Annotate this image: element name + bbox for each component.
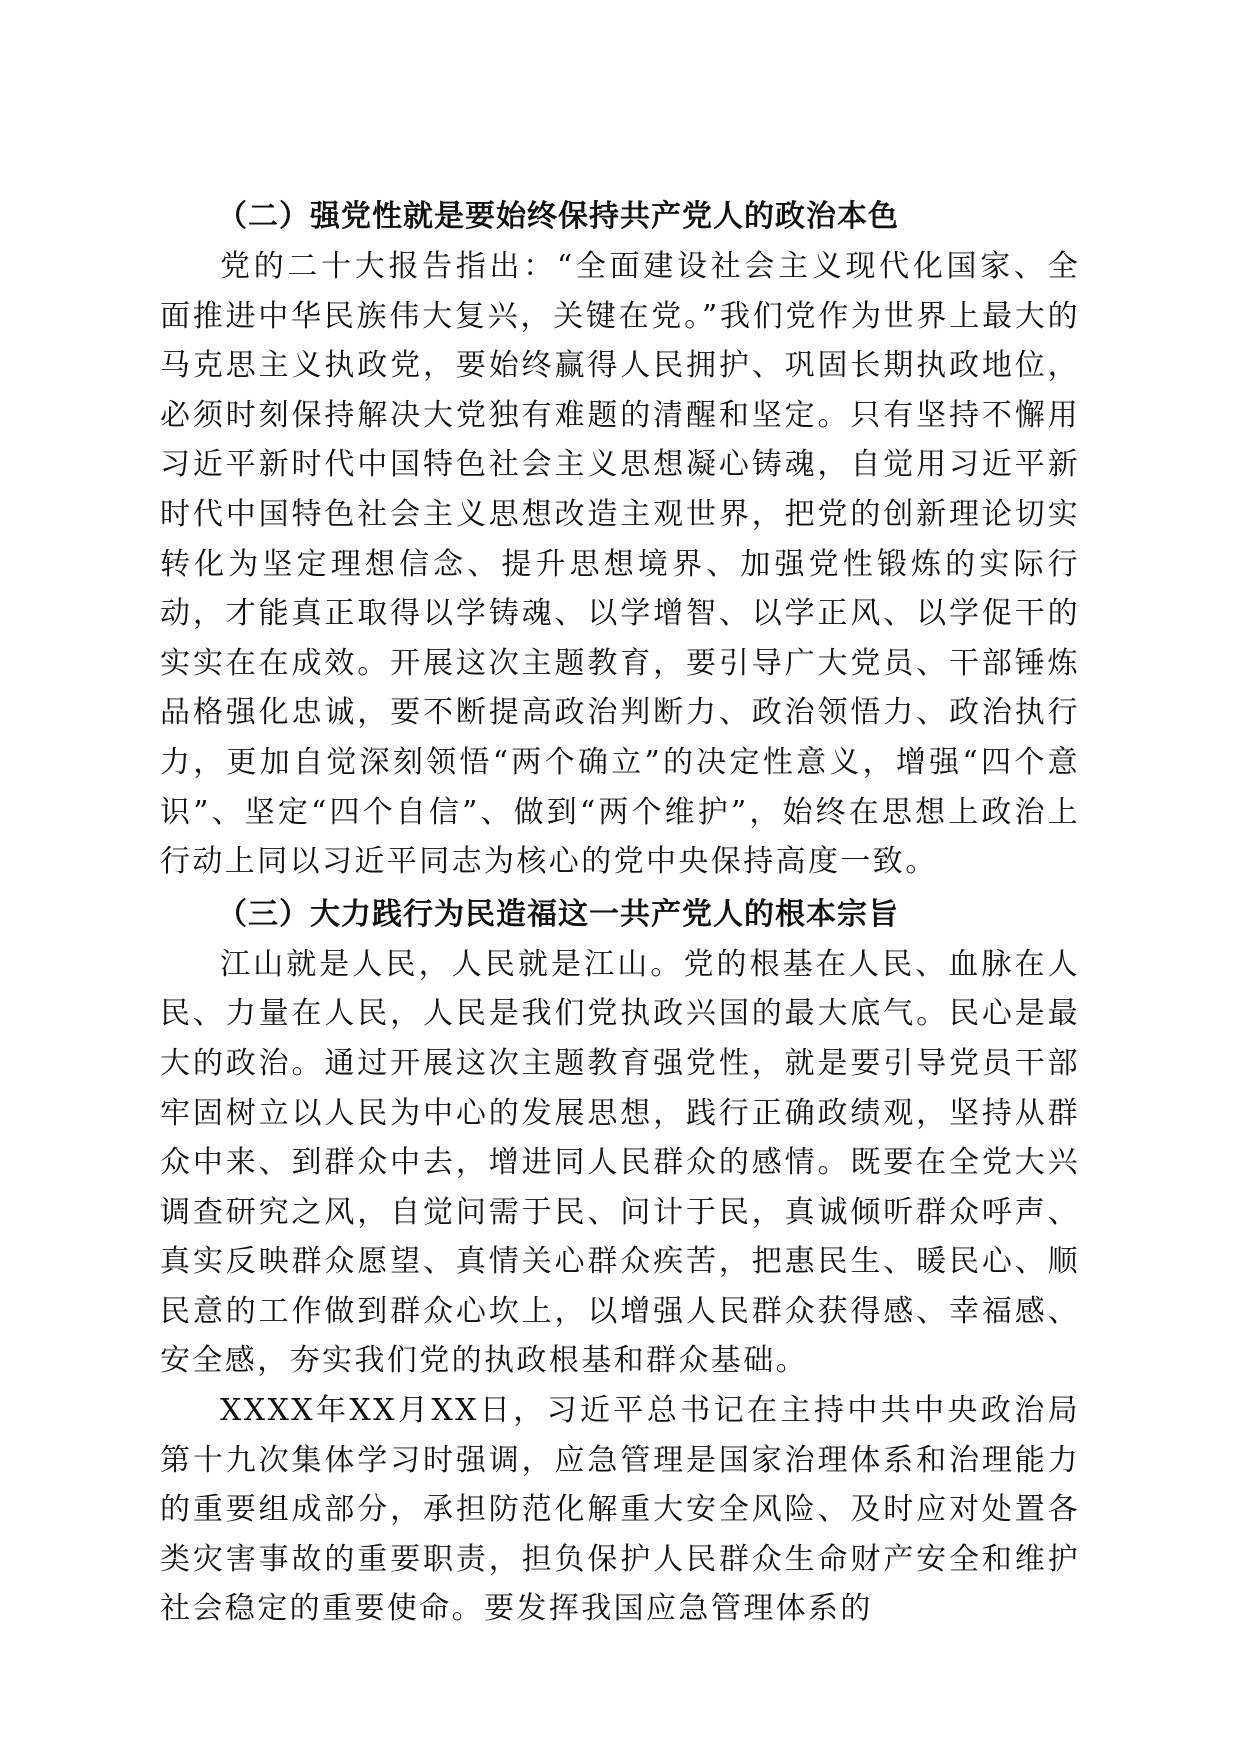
section-2-paragraph: 党的二十大报告指出：“全面建设社会主义现代化国家、全面推进中华民族伟大复兴，关键在党。”我们党作为世界上最大的马克思主义执政党，要始终赢得人民拥护、巩固长期执政地位，必须时刻保持解决大党独有难题的清醒和坚定。只有坚持不懈用习近平新时代中国特色社会主义思想凝心铸魂，自觉用习近平新时代中国特色社会主义思想改造主观世界，把党的创新理论切实转化为坚定理想信念、提升思想境界、加强党性锻炼的实际行动，才能真正取得以学铸魂、以学增智、以学正风、以学促干的实实在在成效。开展这次主题教育，要引导广大党员、干部锤炼品格强化忠诚，要不断提高政治判断力、政治领悟力、政治执行力，更加自觉深刻领悟“两个确立”的决定性意义，增强“四个意识”、坚定“四个自信”、做到“两个维护”，始终在思想上政治上行动上同以习近平同志为核心的党中央保持高度一致。: [160, 249, 1080, 880]
section-3-paragraph-1: 江山就是人民，人民就是江山。党的根基在人民、血脉在人民、力量在人民，人民是我们党执政兴国的最大底气。民心是最大的政治。通过开展这次主题教育强党性，就是要引导党员干部牢固树立以人民为中心的发展思想，践行正确政绩观，坚持从群众中来、到群众中去，增进同人民群众的感情。既要在全党大兴调查研究之风，自觉问需于民、问计于民，真诚倾听群众呼声、真实反映群众愿望、真情关心群众疾苦，把惠民生、暖民心、顺民意的工作做到群众心坎上，以增强人民群众获得感、幸福感、安全感，夯实我们党的执政根基和群众基础。: [160, 946, 1080, 1379]
section-heading-2: （二）强党性就是要始终保持共产党人的政治本色: [217, 199, 899, 234]
section-3-paragraph-2: XXXX年XX月XX日，习近平总书记在主持中共中央政治局第十九次集体学习时强调，应急管理是国家治理体系和治理能力的重要组成部分，承担防范化解重大安全风险、及时应对处置各类灾害事故的重要职责，担负保护人民群众生命财产安全和维护社会稳定的重要使命。要发挥我国应急管理体系的: [160, 1393, 1080, 1627]
document-page: [160, 192, 1080, 1634]
section-heading-3: （三）大力践行为民造福这一共产党人的根本宗旨: [217, 896, 899, 932]
